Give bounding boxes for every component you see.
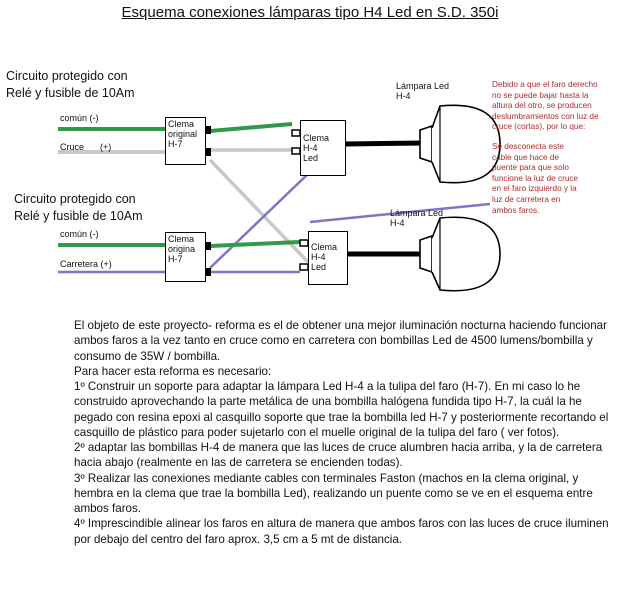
lamp-reflector-bottom [432, 217, 500, 291]
paragraph-objeto: El objeto de este proyecto- reforma es el de obtener una mejor iluminación nocturna haciendo funcionar ambos faros a la vez tanto en cruce como en carretera con bombillas Led de 4500 lumens/bombilla y consumo de 35W / bombilla. [74, 319, 607, 363]
lamp-base-bottom [420, 236, 432, 272]
clema-original-top: Clema original H-7 [165, 117, 206, 165]
lamp-reflector-top [432, 105, 500, 182]
clema-original-bottom: Clema origina H-7 [165, 232, 206, 282]
wire-bottom-green-out [210, 242, 300, 246]
description-text [74, 318, 610, 547]
wire-label-cruce-top: Cruce [60, 142, 85, 152]
clema-led-bottom: Clema H-4 Led [308, 231, 348, 285]
wire-label-cruce-pol: (+) [100, 142, 112, 152]
paragraph-paso-1: 1º Construir un soporte para adaptar la lámpara Led H-4 a la tulipa del faro (H-7). En mi caso lo he construido aprovechando la parte metálica de una bombilla halógena fundida tipo H-7, la cuál la he pegado con resina epoxi al casquillo soporte que trae la bombilla led H-7 y posteriormente recortando el casquillo de plástico para poder sujetarlo con el muelle original de la tulipa del faro ( ver fotos). [74, 380, 609, 439]
lamp-label-bottom: Lámpara Led H-4 [390, 208, 444, 228]
paragraph-paso-2: 2º adaptar las bombillas H-4 de manera que las luces de cruce alumbren hacia arriba, y la de carretera hacia abajo (realmente en las de carretera se encienden todas). [74, 441, 603, 470]
circuit-label-bottom: Circuito protegido con Relé y fusible de 10Am [14, 192, 143, 223]
wire-label-carretera-bottom: Carretera (+) [60, 259, 112, 269]
paragraph-paso-3: 3º Realizar las conexiones mediante cables con terminales Faston (machos en la clema original, y hembra en la clema que trae la bombilla Led), realizando un puente como se ve en el esquema entre ambos faros. [74, 471, 593, 515]
wire-label-comun-top: común (-) [60, 113, 99, 123]
note-desconexion: Se desconecta este cable que hace de puente para que solo funcione la luz de cruce en el faro izquierdo y la luz de carretera en ambos faros. [492, 142, 579, 215]
circuit-label-top: Circuito protegido con Relé y fusible de 10Am [6, 69, 135, 100]
paragraph-necesario: Para hacer esta reforma es necesario: [74, 364, 272, 378]
wire-top-green-out [210, 124, 292, 131]
lamp-cable-top [345, 143, 425, 144]
note-deslumbramiento: Debido a que el faro derecho no se puede bajar hasta la altura del otro, se producen deslumbramientos con luz de cruce (cortas), por lo que: [492, 80, 599, 132]
diagram-title: Esquema conexiones lámparas tipo H4 Led en S.D. 350i [121, 4, 499, 21]
clema-led-top: Clema H-4 Led [300, 120, 346, 176]
lamp-base-top [420, 126, 432, 162]
paragraph-paso-4: 4º Imprescindible alinear los faros en altura de manera que ambos faros con las luces de cruce iluminen por debajo del centro del faro aprox. 3,5 cm a 5 mt de distancia. [74, 517, 609, 546]
lamp-label-top: Lámpara Led H-4 [396, 81, 450, 101]
wire-bridge-blue [210, 172, 310, 268]
wire-label-comun-bottom: común (-) [60, 229, 99, 239]
